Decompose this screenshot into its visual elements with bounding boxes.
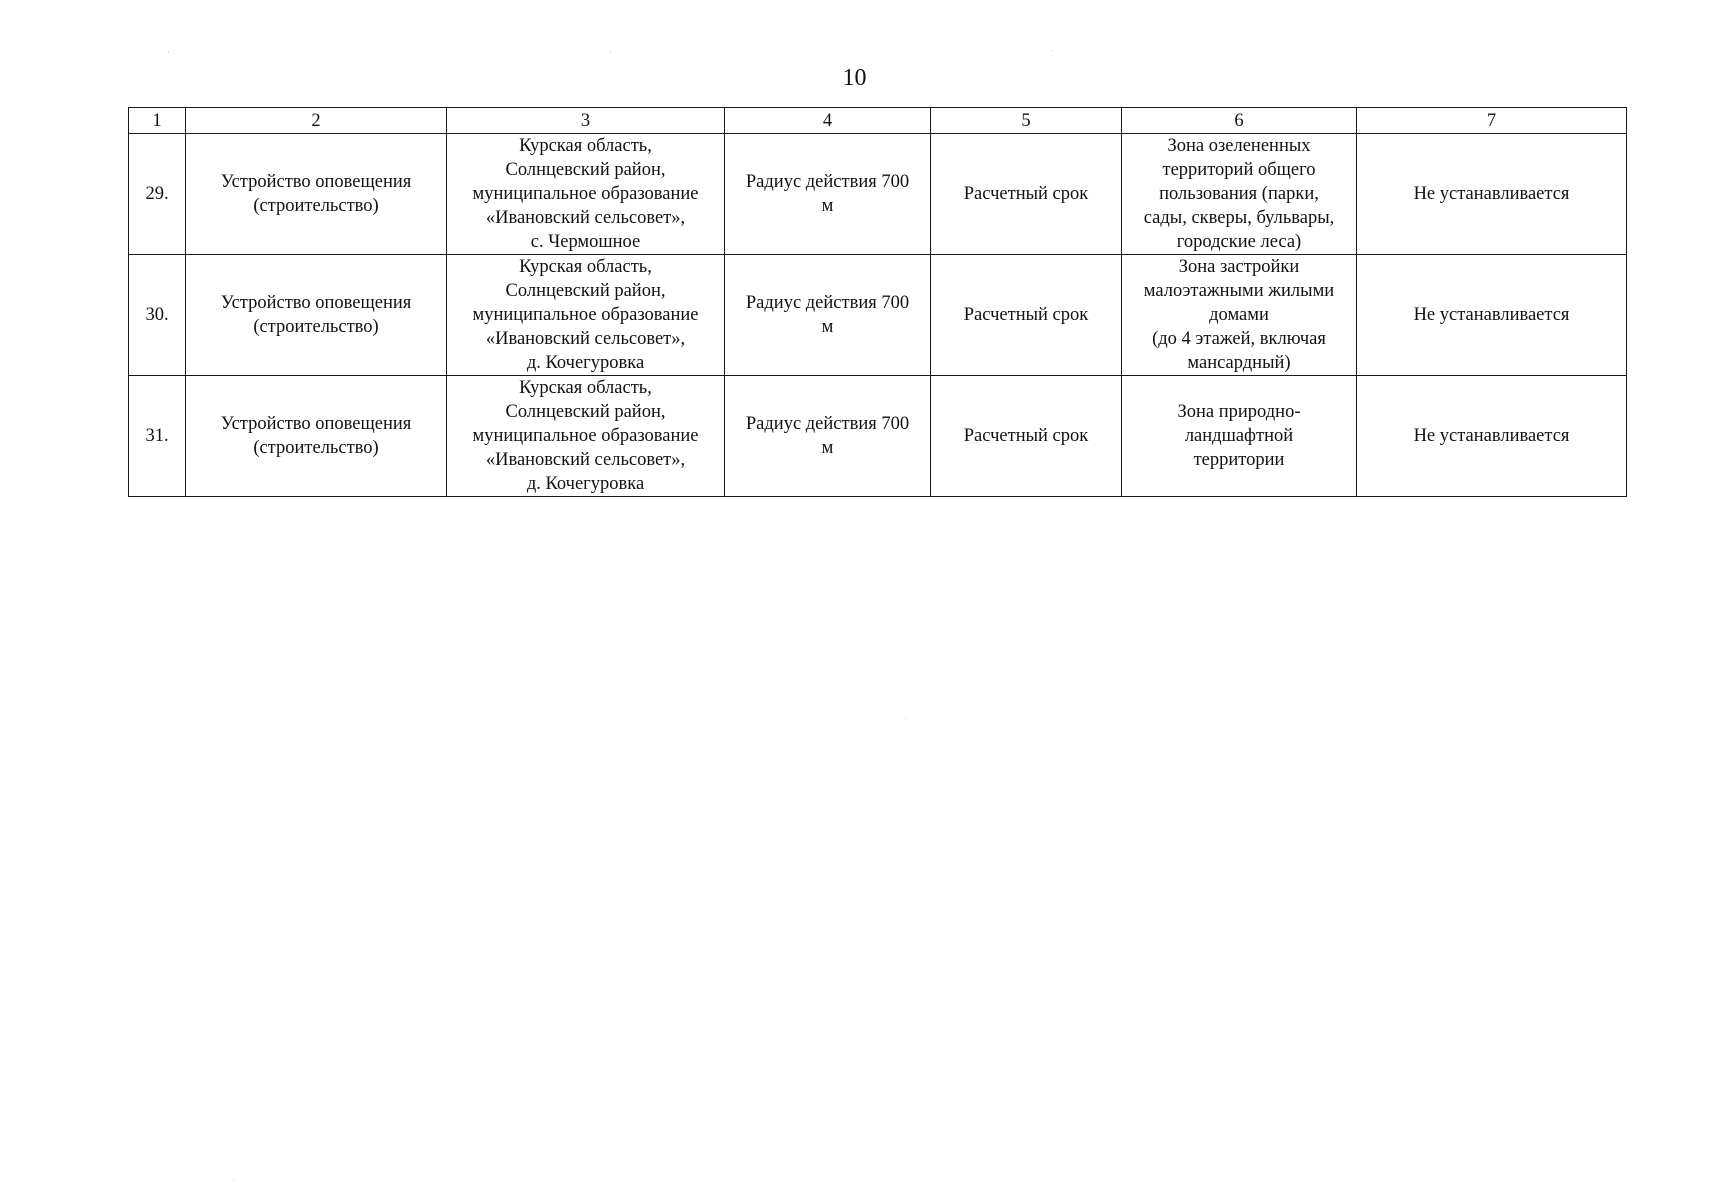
row-number: 30. [145, 305, 169, 325]
term-cell [931, 134, 1122, 255]
location-text: Курская область, Солнцевский район, муниципальное образование «Ивановский сельсовет», с. Чермошное [472, 136, 699, 252]
restriction-cell [1357, 134, 1627, 255]
restriction-text: Не устанавливается [1413, 426, 1570, 446]
term-text: Расчетный срок [963, 184, 1089, 204]
column-number-cell: 7 [1357, 108, 1627, 134]
object-name: Устройство оповещения (строительство) [220, 293, 412, 337]
characteristics-cell [725, 376, 931, 497]
scan-speck [1052, 50, 1053, 51]
column-number-cell: 5 [931, 108, 1122, 134]
row-number-cell [129, 134, 186, 255]
object-name: Устройство оповещения (строительство) [220, 172, 412, 216]
object-cell [186, 255, 447, 376]
document-table [128, 107, 1627, 497]
location-text: Курская область, Солнцевский район, муниципальное образование «Ивановский сельсовет», д. Кочегуровка [472, 257, 699, 373]
row-number-cell [129, 255, 186, 376]
row-number-cell [129, 376, 186, 497]
column-number-cell: 2 [186, 108, 447, 134]
table-row [129, 255, 1627, 376]
column-number-cell: 4 [725, 108, 931, 134]
column-number-cell: 6 [1122, 108, 1357, 134]
restriction-cell [1357, 376, 1627, 497]
characteristics-text: Радиус действия 700 м [745, 414, 910, 458]
zone-text: Зона природно- ландшафтной территории [1177, 402, 1301, 470]
column-number-row [129, 108, 1627, 134]
row-number: 31. [145, 426, 169, 446]
location-cell [447, 255, 725, 376]
scan-speck [233, 1180, 234, 1181]
scan-speck [905, 718, 906, 719]
zone-cell [1122, 376, 1357, 497]
restriction-cell [1357, 255, 1627, 376]
column-number-cell: 3 [447, 108, 725, 134]
object-cell [186, 376, 447, 497]
column-number-cell: 1 [129, 108, 186, 134]
location-text: Курская область, Солнцевский район, муниципальное образование «Ивановский сельсовет», д. Кочегуровка [472, 378, 699, 494]
page-number: 10 [842, 65, 867, 91]
row-number: 29. [145, 184, 169, 204]
restriction-text: Не устанавливается [1413, 184, 1570, 204]
term-cell [931, 376, 1122, 497]
characteristics-text: Радиус действия 700 м [745, 172, 910, 216]
characteristics-cell [725, 134, 931, 255]
characteristics-cell [725, 255, 931, 376]
location-cell [447, 376, 725, 497]
object-name: Устройство оповещения (строительство) [220, 414, 412, 458]
table-row [129, 134, 1627, 255]
scan-speck [610, 52, 611, 53]
restriction-text: Не устанавливается [1413, 305, 1570, 325]
scan-speck [168, 52, 169, 53]
zone-cell [1122, 255, 1357, 376]
term-text: Расчетный срок [963, 305, 1089, 325]
zone-text: Зона озелененных территорий общего пользования (парки, сады, скверы, бульвары, городские леса) [1143, 136, 1335, 252]
object-cell [186, 134, 447, 255]
term-cell [931, 255, 1122, 376]
zone-text: Зона застройки малоэтажными жилыми домами (до 4 этажей, включая мансардный) [1143, 257, 1335, 373]
location-cell [447, 134, 725, 255]
characteristics-text: Радиус действия 700 м [745, 293, 910, 337]
table-row [129, 376, 1627, 497]
term-text: Расчетный срок [963, 426, 1089, 446]
zone-cell [1122, 134, 1357, 255]
